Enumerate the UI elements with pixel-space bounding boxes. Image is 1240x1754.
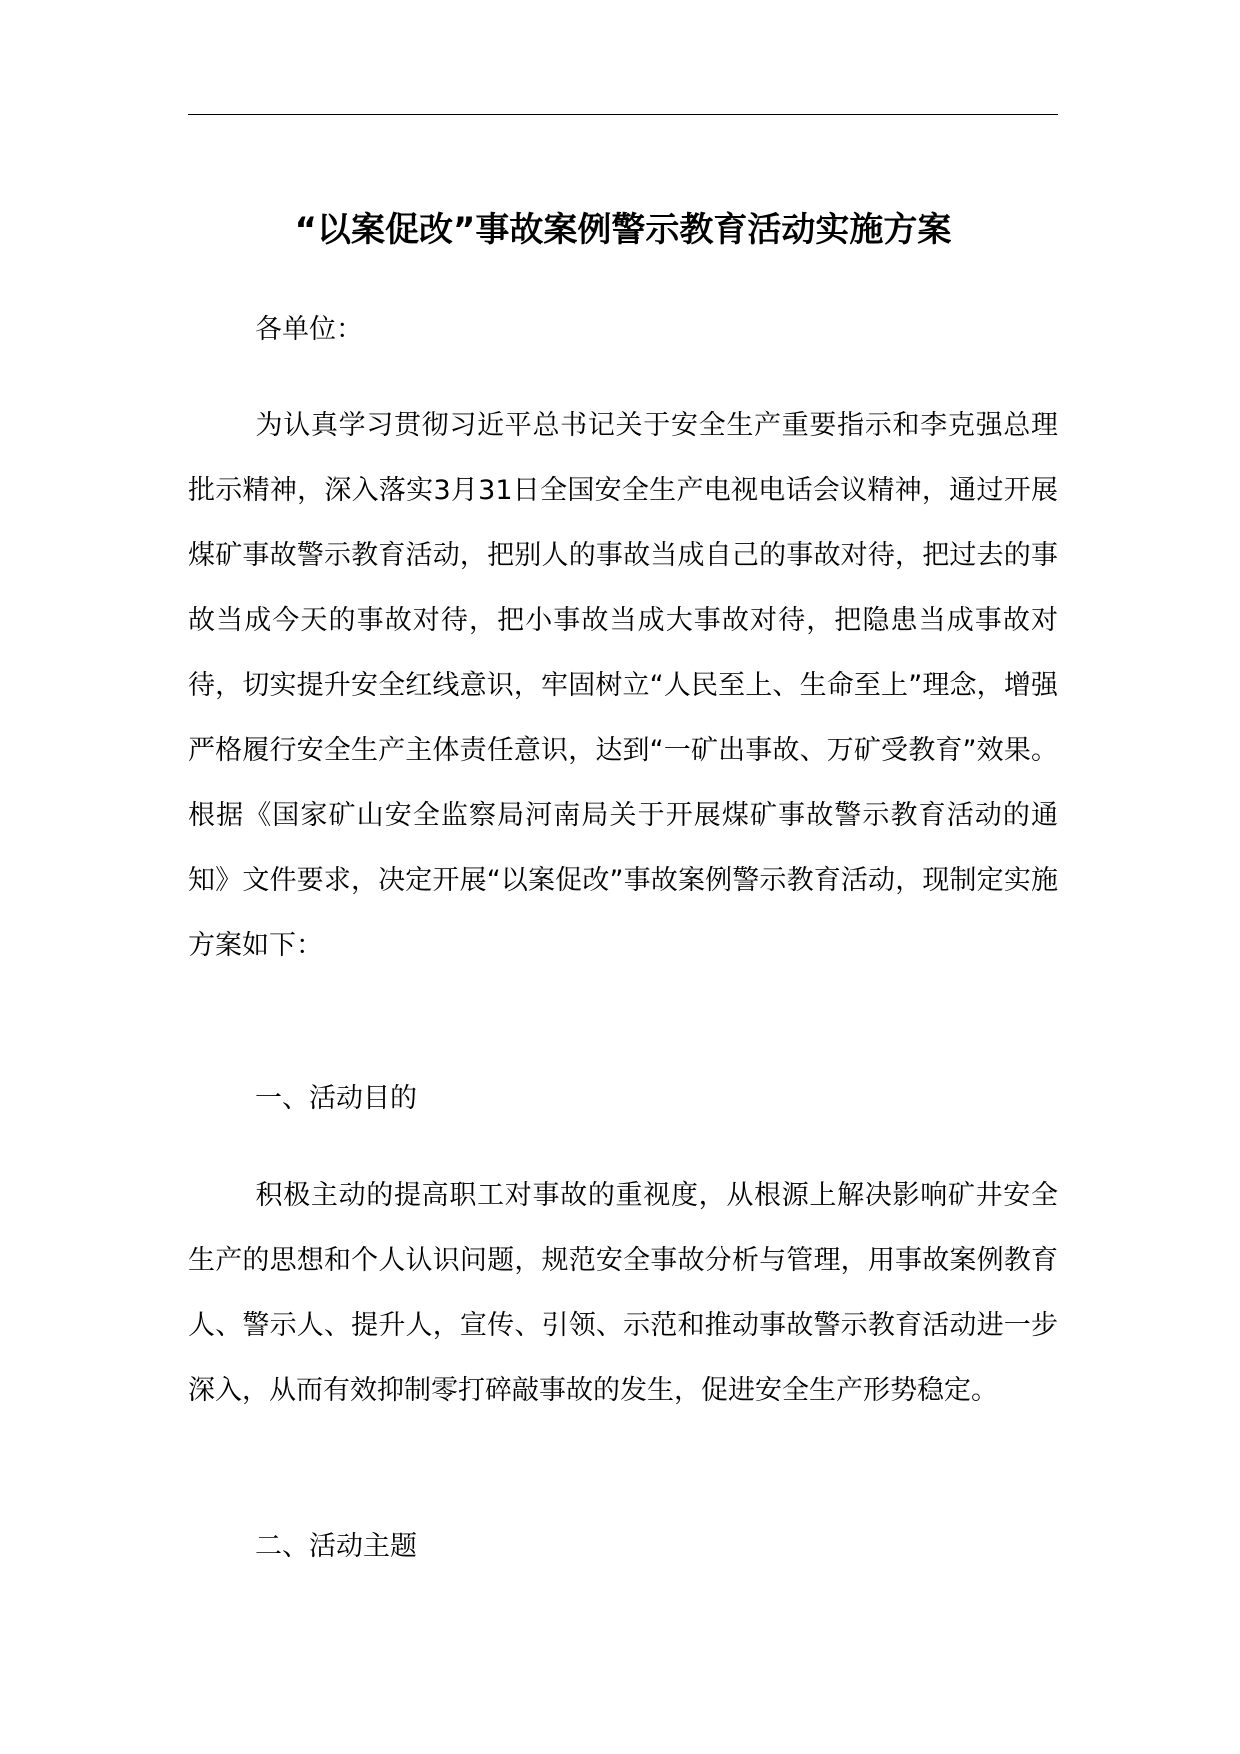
intro-paragraph: 为认真学习贯彻习近平总书记关于安全生产重要指示和李克强总理批示精神，深入落实3月31日全国安全生产电视电话会议精神，通过开展煤矿事故警示教育活动，把别人的事故当成自己的事故对待，把过去的事故当成今天的事故对待，把小事故当成大事故对待，把隐患当成事故对待，切实提升安全红线意识，牢固树立“人民至上、生命至上”理念，增强严格履行安全生产主体责任意识，达到“一矿出事故、万矿受教育”效果。根据《国家矿山安全监察局河南局关于开展煤矿事故警示教育活动的通知》文件要求，决定开展“以案促改”事故案例警示教育活动，现制定实施方案如下： xyxy=(188,410,1058,961)
header-rule xyxy=(188,114,1058,115)
section-heading-goal: 一、活动目的 xyxy=(255,1083,417,1114)
document-title: “以案促改”事故案例警示教育活动实施方案 xyxy=(294,210,952,250)
salutation: 各单位： xyxy=(255,314,363,345)
section-heading-theme: 二、活动主题 xyxy=(255,1531,417,1562)
goal-paragraph: 积极主动的提高职工对事故的重视度，从根源上解决影响矿井安全生产的思想和个人认识问题，规范安全事故分析与管理，用事故案例教育人、警示人、提升人，宣传、引领、示范和推动事故警示教育活动进一步深入，从而有效抑制零打碎敲事故的发生，促进安全生产形势稳定。 xyxy=(188,1180,1058,1406)
